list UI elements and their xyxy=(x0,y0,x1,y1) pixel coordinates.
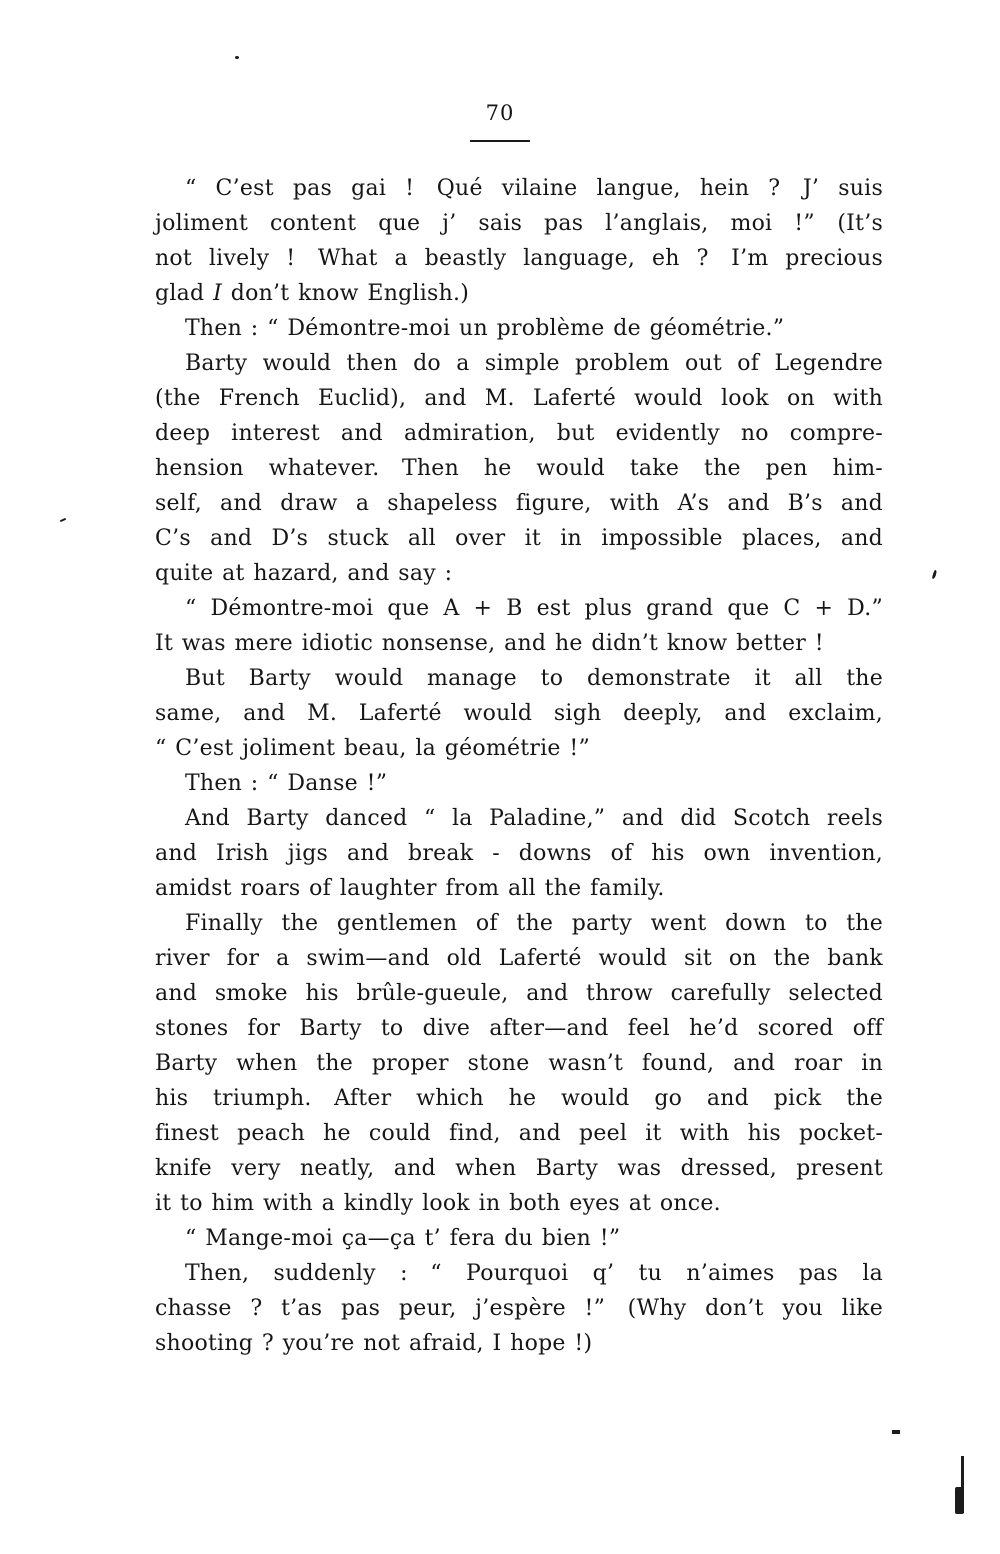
ink-speck xyxy=(892,1430,900,1434)
text-line: “ C’est joliment beau, la géométrie !” xyxy=(155,736,590,761)
paragraph xyxy=(155,906,883,1221)
text-line: It was mere idiotic nonsense, and he didn’t know better ! xyxy=(155,631,824,656)
text-line: chasse ? t’as pas peur, j’espère !” (Why don’t you like xyxy=(155,1296,883,1321)
text-line: hension whatever. Then he would take the pen him- xyxy=(155,456,883,481)
paragraph xyxy=(155,1256,883,1361)
paragraph xyxy=(155,766,883,801)
text-line: shooting ? you’re not afraid, I hope !) xyxy=(155,1331,593,1356)
text-line: deep interest and admiration, but evidently no compre- xyxy=(155,421,883,446)
paragraph xyxy=(155,661,883,766)
ink-speck xyxy=(932,570,938,579)
paragraph xyxy=(155,171,883,311)
paragraph xyxy=(155,346,883,591)
paragraph xyxy=(155,591,883,661)
page-header xyxy=(0,101,1000,142)
text-line: and smoke his brûle-gueule, and throw carefully selected xyxy=(155,981,883,1006)
text-line: stones for Barty to dive after—and feel he’d scored off xyxy=(155,1016,883,1041)
text-line: “ C’est pas gai ! Qué vilaine langue, hein ? J’ suis xyxy=(185,176,883,201)
text-line: same, and M. Laferté would sigh deeply, and exclaim, xyxy=(155,701,883,726)
text-line: Then : “ Danse !” xyxy=(185,771,388,796)
ink-streak xyxy=(955,1487,964,1514)
text-line: Then, suddenly : “ Pourquoi q’ tu n’aimes pas la xyxy=(185,1261,883,1286)
text-line: joliment content que j’ sais pas l’anglais, moi !” (It’s xyxy=(155,211,883,236)
text-line: “ Démontre-moi que A + B est plus grand que C + D.” xyxy=(185,596,883,621)
text-line: amidst roars of laughter from all the family. xyxy=(155,876,665,901)
text-line: “ Mange-moi ça—ça t’ fera du bien !” xyxy=(185,1226,621,1251)
text-line: his triumph. After which he would go and pick the xyxy=(155,1086,883,1111)
text-line: Finally the gentlemen of the party went down to the xyxy=(185,911,883,936)
text-line: self, and draw a shapeless figure, with A’s and B’s and xyxy=(155,491,883,516)
text-line: C’s and D’s stuck all over it in impossible places, and xyxy=(155,526,883,551)
ink-speck xyxy=(235,56,239,59)
text-line: quite at hazard, and say : xyxy=(155,561,453,586)
text-line: Barty would then do a simple problem out of Legendre xyxy=(185,351,883,376)
page-number: 70 xyxy=(485,101,515,125)
text-line: Then : “ Démontre-moi un problème de géométrie.” xyxy=(185,316,785,341)
text-line: And Barty danced “ la Paladine,” and did Scotch reels xyxy=(185,806,883,831)
text-line: it to him with a kindly look in both eyes at once. xyxy=(155,1191,721,1216)
paragraph xyxy=(155,801,883,906)
text-line: river for a swim—and old Laferté would sit on the bank xyxy=(155,946,883,971)
text-line: finest peach he could find, and peel it with his pocket- xyxy=(155,1121,883,1146)
ink-speck xyxy=(60,518,66,522)
text-line: But Barty would manage to demonstrate it all the xyxy=(185,666,883,691)
text-line: not lively ! What a beastly language, eh ? I’m precious xyxy=(155,246,883,271)
text-line: and Irish jigs and break - downs of his own invention, xyxy=(155,841,883,866)
page-number-rule xyxy=(470,140,530,142)
paragraph xyxy=(155,311,883,346)
text-line: (the French Euclid), and M. Laferté would look on with xyxy=(155,386,883,411)
text-line: glad I don’t know English.) xyxy=(155,281,470,306)
text-line: Barty when the proper stone wasn’t found, and roar in xyxy=(155,1051,883,1076)
paragraph xyxy=(155,1221,883,1256)
text-block xyxy=(155,171,883,1361)
text-line: knife very neatly, and when Barty was dressed, present xyxy=(155,1156,883,1181)
